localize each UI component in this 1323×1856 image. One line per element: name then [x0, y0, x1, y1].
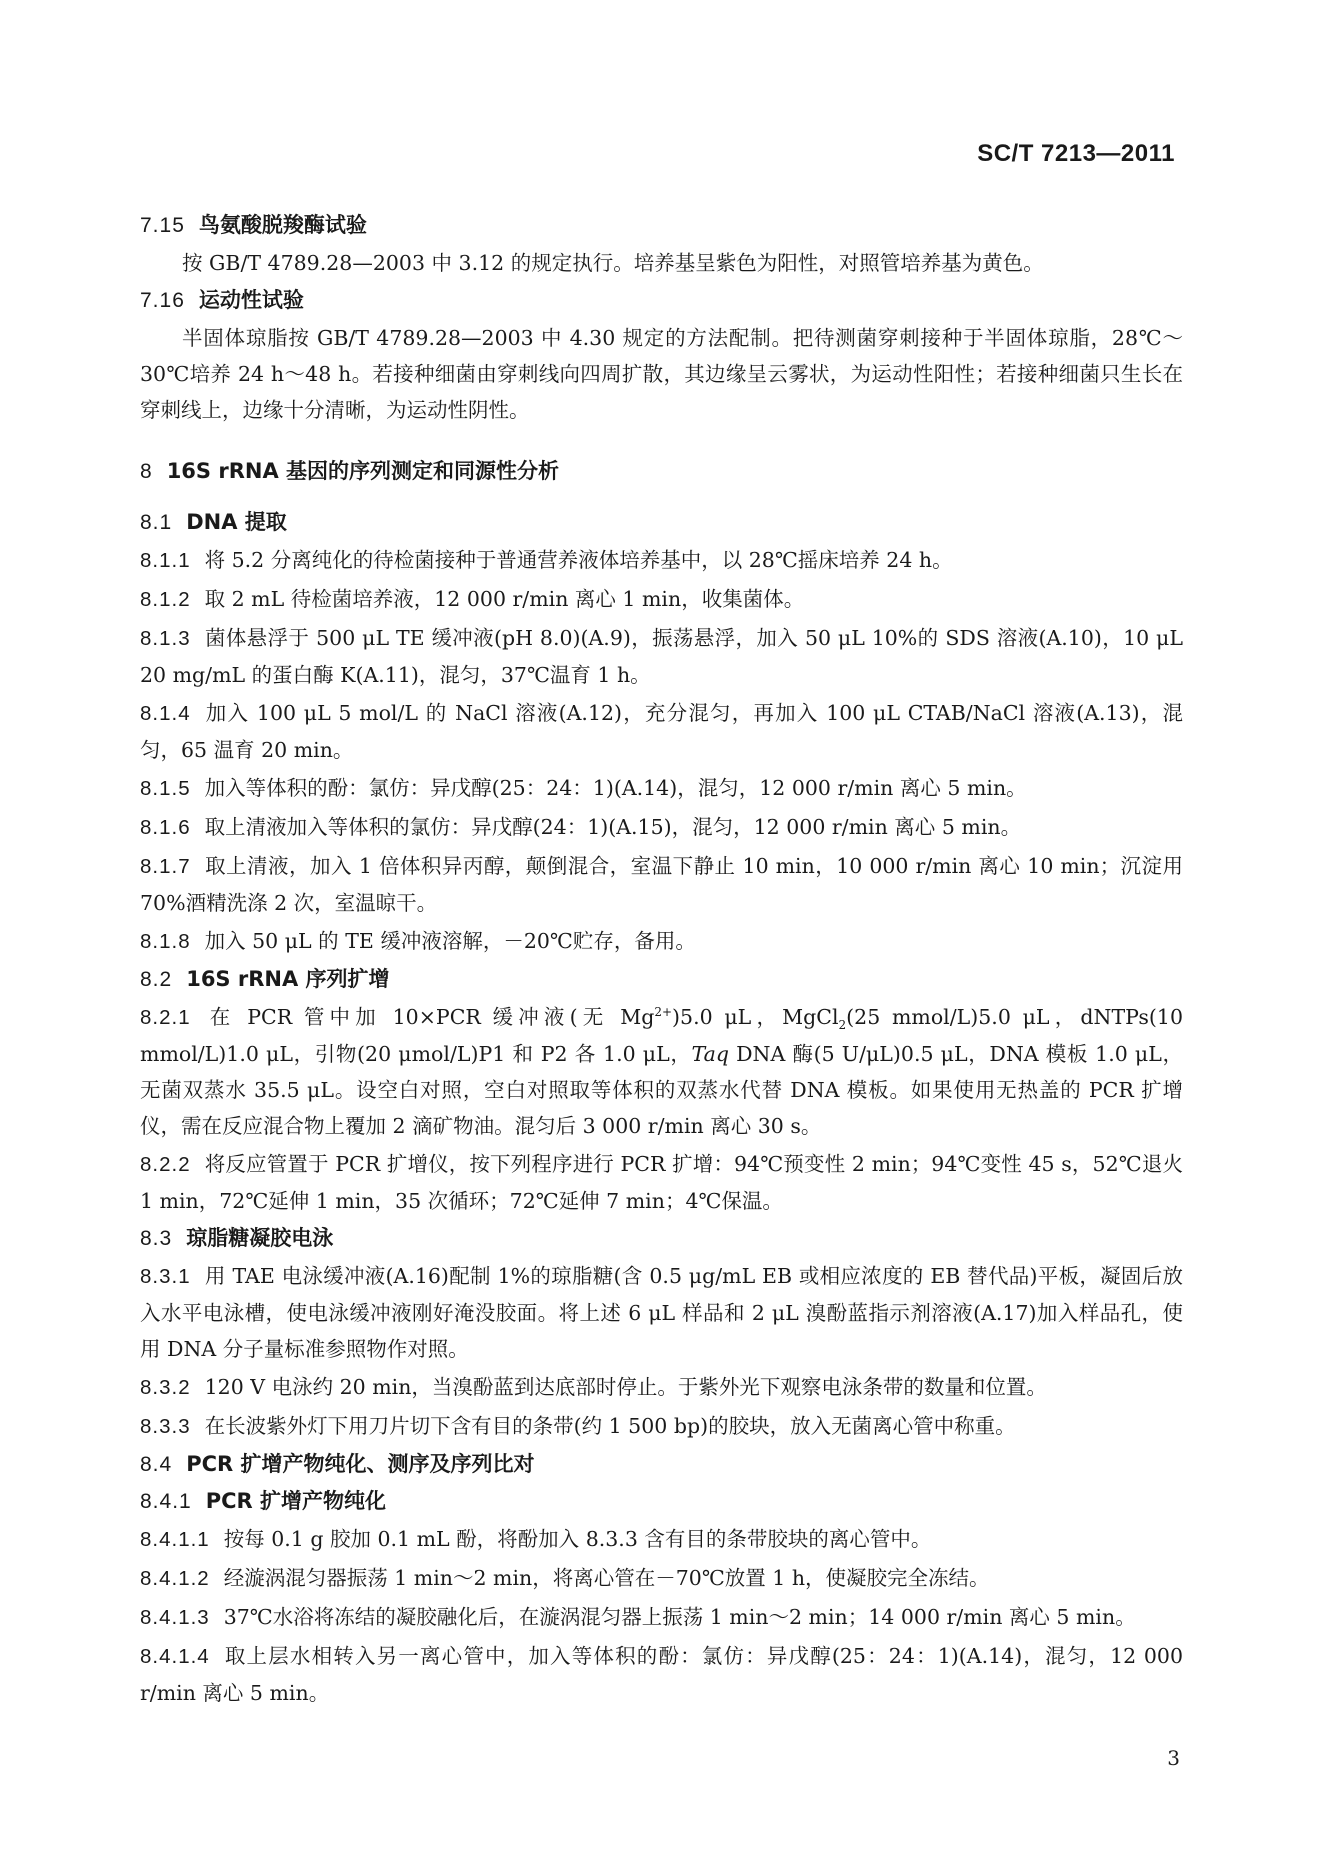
subscript: 2	[838, 1018, 847, 1033]
section-title: 琼脂糖凝胶电泳	[186, 1226, 334, 1250]
section-number: 8.2	[140, 968, 173, 991]
item-number: 8.4.1.4	[140, 1645, 210, 1668]
item-number: 8.1.2	[140, 588, 191, 611]
item-8-4-1-3	[140, 1599, 1183, 1636]
item-text-part: (25 mmol/L)5.0 μL，dNTPs(10 mmol/L)1.0 μL，引物(20 μmol/L)P1 和 P2 各 1.0 μL，	[140, 1005, 1183, 1066]
item-number: 8.3.1	[140, 1265, 191, 1288]
section-heading-7-15	[140, 212, 1183, 239]
section-heading-8-4	[140, 1451, 1183, 1478]
item-8-1-6	[140, 809, 1183, 846]
page-number: 3	[1167, 1746, 1180, 1770]
item-8-2-2	[140, 1146, 1183, 1219]
section-title: DNA 提取	[186, 510, 287, 534]
item-text: 加入 100 μL 5 mol/L 的 NaCl 溶液(A.12)，充分混匀，再加入 100 μL CTAB/NaCl 溶液(A.13)，混匀，65 温育 20 min。	[140, 701, 1183, 762]
item-text: 取 2 mL 待检菌培养液，12 000 r/min 离心 1 min，收集菌体。	[204, 587, 805, 611]
section-title: 鸟氨酸脱羧酶试验	[198, 213, 367, 237]
item-8-3-3	[140, 1408, 1183, 1445]
item-number: 8.2.1	[140, 1006, 191, 1029]
item-number: 8.1.6	[140, 816, 191, 839]
item-text: 按每 0.1 g 胶加 0.1 mL 酚，将酚加入 8.3.3 含有目的条带胶块的离心管中。	[223, 1527, 932, 1551]
italic-text: Taq	[691, 1042, 729, 1066]
section-heading-8-4-1	[140, 1488, 1183, 1515]
item-text: 加入 50 μL 的 TE 缓冲液溶解，－20℃贮存，备用。	[204, 929, 696, 953]
item-text: 将反应管置于 PCR 扩增仪，按下列程序进行 PCR 扩增：94℃预变性 2 min；94℃变性 45 s，52℃退火 1 min，72℃延伸 1 min，35 次循环；72℃延伸 7 min；4℃保温。	[140, 1152, 1183, 1213]
item-number: 8.1.5	[140, 777, 191, 800]
item-number: 8.1.8	[140, 930, 191, 953]
item-8-1-7	[140, 848, 1183, 921]
section-heading-8-3	[140, 1225, 1183, 1252]
item-text: 取上清液，加入 1 倍体积异丙醇，颠倒混合，室温下静止 10 min，10 000 r/min 离心 10 min；沉淀用 70%酒精洗涤 2 次，室温晾干。	[140, 854, 1183, 915]
item-8-3-1	[140, 1258, 1183, 1367]
item-text: 取上层水相转入另一离心管中，加入等体积的酚：氯仿：异戊醇(25：24：1)(A.14)，混匀，12 000 r/min 离心 5 min。	[140, 1644, 1183, 1705]
item-text: 将 5.2 分离纯化的待检菌接种于普通营养液体培养基中，以 28℃摇床培养 24 h。	[204, 548, 953, 572]
standard-code: SC/T 7213—2011	[977, 140, 1175, 167]
item-text-part: DNA 酶(5 U/μL)0.5 μL，DNA 模板 1.0 μL，无菌双蒸水 35.5 μL。设空白对照，空白对照取等体积的双蒸水代替 DNA 模板。如果使用无热盖的 PCR 扩增仪，需在反应混合物上覆加 2 滴矿物油。混匀后 3 000 r/min 离心 30 s。	[140, 1042, 1183, 1138]
superscript: 2+	[654, 1005, 673, 1020]
item-number: 8.4.1.2	[140, 1567, 210, 1590]
section-heading-8-1	[140, 509, 1183, 536]
section-number: 7.16	[140, 289, 185, 312]
item-text-part: )5.0 μL，MgCl	[672, 1005, 839, 1029]
item-8-1-8	[140, 923, 1183, 960]
section-title: 16S rRNA 基因的序列测定和同源性分析	[166, 459, 560, 483]
paragraph-7-16: 半固体琼脂按 GB/T 4789.28—2003 中 4.30 规定的方法配制。把待测菌穿刺接种于半固体琼脂，28℃～30℃培养 24 h～48 h。若接种细菌由穿刺线向四周扩散，其边缘呈云雾状，为运动性阳性；若接种细菌只生长在穿刺线上，边缘十分清晰，为运动性阴性。	[140, 326, 1183, 422]
item-8-4-1-4	[140, 1638, 1183, 1711]
item-number: 8.4.1.3	[140, 1606, 210, 1629]
section-number: 8.4.1	[140, 1490, 192, 1513]
item-number: 8.3.3	[140, 1415, 191, 1438]
item-8-1-4	[140, 695, 1183, 768]
item-text: 取上清液加入等体积的氯仿：异戊醇(24：1)(A.15)，混匀，12 000 r/min 离心 5 min。	[204, 815, 1022, 839]
section-number: 8.4	[140, 1453, 173, 1476]
item-8-1-1	[140, 542, 1183, 579]
item-number: 8.4.1.1	[140, 1528, 210, 1551]
item-text: 菌体悬浮于 500 μL TE 缓冲液(pH 8.0)(A.9)，振荡悬浮，加入 50 μL 10%的 SDS 溶液(A.10)，10 μL 20 mg/mL 的蛋白酶 K(A.11)，混匀，37℃温育 1 h。	[140, 626, 1183, 687]
item-number: 8.2.2	[140, 1153, 191, 1176]
item-text-part: 在 PCR 管中加 10×PCR 缓冲液(无 Mg	[204, 1005, 655, 1029]
section-title: 运动性试验	[198, 288, 304, 312]
paragraph-7-15: 按 GB/T 4789.28—2003 中 3.12 的规定执行。培养基呈紫色为阳性，对照管培养基为黄色。	[182, 251, 1044, 275]
item-text: 120 V 电泳约 20 min，当溴酚蓝到达底部时停止。于紫外光下观察电泳条带的数量和位置。	[204, 1375, 1047, 1399]
item-number: 8.1.4	[140, 702, 191, 725]
section-number: 8	[140, 460, 153, 483]
item-8-1-5	[140, 770, 1183, 807]
item-text: 用 TAE 电泳缓冲液(A.16)配制 1%的琼脂糖(含 0.5 μg/mL EB 或相应浓度的 EB 替代品)平板，凝固后放入水平电泳槽，使电泳缓冲液刚好淹没胶面。将上述 6 μL 样品和 2 μL 溴酚蓝指示剂溶液(A.17)加入样品孔，使用 DNA 分子量标准参照物作对照。	[140, 1264, 1183, 1361]
item-number: 8.1.3	[140, 627, 191, 650]
item-8-1-2	[140, 581, 1183, 618]
section-title: PCR 扩增产物纯化	[205, 1489, 387, 1513]
item-8-3-2	[140, 1369, 1183, 1406]
item-text: 37℃水浴将冻结的凝胶融化后，在漩涡混匀器上振荡 1 min～2 min；14 000 r/min 离心 5 min。	[223, 1605, 1136, 1629]
item-number: 8.1.1	[140, 549, 191, 572]
section-heading-7-16	[140, 287, 1183, 314]
section-number: 8.3	[140, 1227, 173, 1250]
item-8-4-1-2	[140, 1560, 1183, 1597]
item-8-4-1-1	[140, 1521, 1183, 1558]
section-number: 8.1	[140, 511, 173, 534]
item-8-1-3	[140, 620, 1183, 693]
section-title: PCR 扩增产物纯化、测序及序列比对	[186, 1452, 535, 1476]
section-number: 7.15	[140, 214, 185, 237]
item-text: 加入等体积的酚：氯仿：异戊醇(25：24：1)(A.14)，混匀，12 000 r/min 离心 5 min。	[204, 776, 1027, 800]
item-text: 经漩涡混匀器振荡 1 min～2 min，将离心管在－70℃放置 1 h，使凝胶完全冻结。	[223, 1566, 990, 1590]
page-content	[140, 212, 1183, 1711]
section-heading-8	[140, 458, 1183, 485]
item-number: 8.1.7	[140, 855, 191, 878]
item-number: 8.3.2	[140, 1376, 191, 1399]
item-8-2-1	[140, 999, 1183, 1144]
section-title: 16S rRNA 序列扩增	[186, 967, 390, 991]
section-heading-8-2	[140, 966, 1183, 993]
item-text: 在长波紫外灯下用刀片切下含有目的条带(约 1 500 bp)的胶块，放入无菌离心管中称重。	[204, 1414, 1016, 1438]
